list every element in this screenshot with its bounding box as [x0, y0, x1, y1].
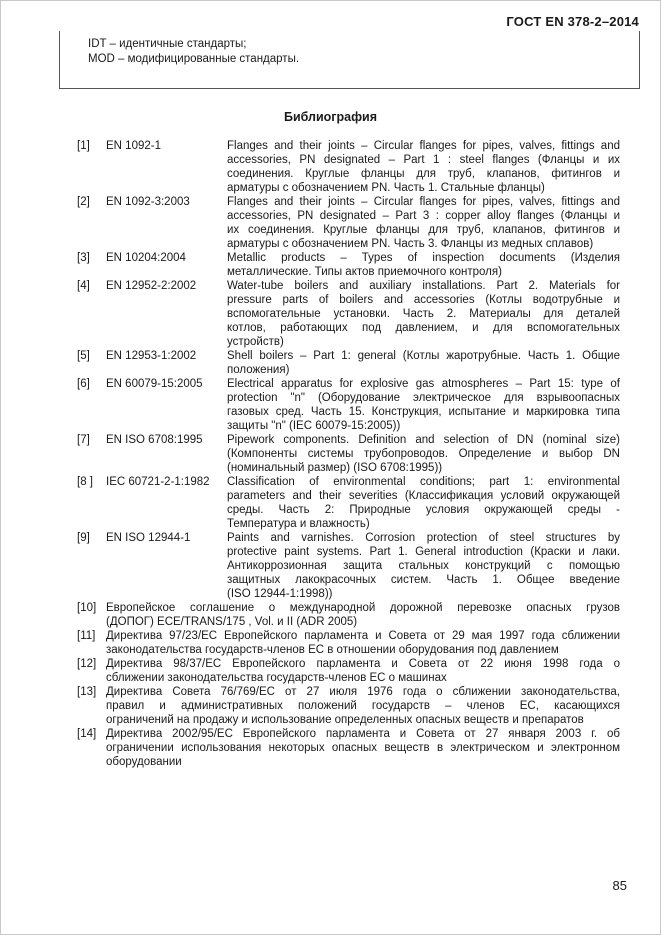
entry-line: среды. Часть 2: Природные условия окружающей среды -	[227, 504, 620, 516]
entry-line: устройств)	[227, 336, 284, 348]
entry-line: соединения. Круглые фланцы для труб, клапанов, фитингов и	[227, 168, 620, 180]
entry-number: [14]	[77, 728, 97, 740]
entry-line: арматуры с обозначением PN. Часть 1. Стальные фланцы)	[227, 182, 545, 194]
entry-description	[227, 475, 620, 531]
entry-number: [2]	[77, 196, 90, 208]
entry-line: Water-tube boilers and auxiliary installations. Part 2. Materials for	[227, 280, 620, 292]
entry-standard-code: EN 12952-2:2002	[106, 280, 197, 292]
entry-description	[227, 349, 620, 377]
entry-description	[106, 601, 620, 629]
entry-line: Paints and varnishes. Corrosion protection of steel structures by	[227, 532, 620, 544]
entry-number: [9]	[77, 532, 90, 544]
bibliography-entry	[77, 195, 620, 251]
entry-number: [6]	[77, 378, 90, 390]
entry-standard-code: IEC 60721-2-1:1982	[106, 476, 210, 488]
entry-number: [12]	[77, 658, 97, 670]
entry-number: [4]	[77, 280, 90, 292]
entry-line: Flanges and their joints – Circular flanges for pipes, valves, fittings and	[227, 140, 620, 152]
entry-standard-code: EN ISO 6708:1995	[106, 434, 203, 446]
entry-description	[227, 433, 620, 475]
bibliography-entry	[77, 433, 620, 475]
entry-description	[227, 139, 620, 195]
entry-line: Директива 98/37/ЕС Европейского парламента и Совета от 22 июня 1998 года о	[106, 658, 620, 670]
entry-line: сближении законодательства государств-членов ЕС о машинах	[106, 672, 447, 684]
bibliography-entry	[77, 657, 620, 685]
entry-standard-code: EN 60079-15:2005	[106, 378, 203, 390]
entry-line: арматуры с обозначением PN. Часть 3. Фланцы из медных сплавов)	[227, 238, 594, 250]
entry-line: защиты "n" (IEC 60079-15:2005))	[227, 420, 401, 432]
entry-line: Антикоррозионная защита стальных конструкций с помощью	[227, 560, 620, 572]
entry-line: правил и административных положений государств – членов ЕС, касающихся	[106, 700, 620, 712]
entry-line: Европейское соглашение о международной дорожной перевозке опасных грузов	[106, 602, 620, 614]
entry-line: ограничении использования некоторых опасных веществ в электрическом и электронном	[106, 742, 620, 754]
entry-line: Директива 2002/95/ЕС Европейского парламента и Совета от 27 января 2003 г. об	[106, 728, 620, 740]
standard-id: ГОСТ EN 378-2–2014	[506, 14, 639, 29]
entry-number: [1]	[77, 140, 90, 152]
entry-standard-code: EN 1092-1	[106, 140, 161, 152]
entry-line: (ДОПОГ) ECE/TRANS/175 , Vol. и II (ADR 2005)	[106, 616, 358, 628]
entry-line: accessories, PN designated – Part 1 : steel flanges (Фланцы и их	[227, 154, 620, 166]
bibliography-entry	[77, 475, 620, 531]
entry-description	[106, 685, 620, 727]
notes-box	[59, 31, 640, 89]
entry-number: [11]	[77, 630, 96, 642]
entry-line: котлов, работающих под давлением, и для вспомогательных	[227, 322, 620, 334]
note-mod: MOD – модифицированные стандарты.	[88, 53, 300, 65]
entry-line: Metallic products – Types of inspection documents (Изделия	[227, 252, 620, 264]
entry-standard-code: EN 10204:2004	[106, 252, 186, 264]
entry-description	[106, 727, 620, 769]
entry-line: (Компоненты системы трубопроводов. Определение и выбор DN	[227, 448, 620, 460]
bibliography-entry	[77, 629, 620, 657]
entry-number: [5]	[77, 350, 90, 362]
entry-description	[106, 657, 620, 685]
entry-line: Flanges and their joints – Circular flanges for pipes, valves, fittings and	[227, 196, 620, 208]
entry-line: (ISO 12944-1:1998))	[227, 588, 333, 600]
entry-description	[227, 377, 620, 433]
entry-number: [3]	[77, 252, 90, 264]
entry-line: Директива Совета 76/769/ЕС от 27 июля 1976 года о сближении законодательства,	[106, 686, 620, 698]
entry-line: (номинальный размер) (ISO 6708:1995))	[227, 462, 443, 474]
page-number: 85	[612, 878, 627, 893]
bibliography-entry	[77, 251, 620, 279]
entry-line: законодательства государств-членов ЕС в отношении оборудования под давлением	[106, 644, 559, 656]
entry-number: [10]	[77, 602, 97, 614]
entry-standard-code: EN ISO 12944-1	[106, 532, 191, 544]
entry-number: [8 ]	[77, 476, 93, 488]
bibliography-entry	[77, 727, 620, 769]
entry-line: protective paint systems. Part 1. General introduction (Краски и лаки.	[227, 546, 620, 558]
entry-line: защитных лакокрасочных систем. Часть 1. Общее введение	[227, 574, 620, 586]
entry-line: Pipework components. Definition and selection of DN (nominal size)	[227, 434, 620, 446]
entry-line: положения)	[227, 364, 290, 376]
entry-line: parameters and their severities (Классификация условий окружающей	[227, 490, 620, 502]
entry-line: оборудовании	[106, 756, 182, 768]
entry-line: Shell boilers – Part 1: general (Котлы жаротрубные. Часть 1. Общие	[227, 350, 620, 362]
entry-line: Electrical apparatus for explosive gas atmospheres – Part 15: type of	[227, 378, 620, 390]
bibliography-list	[77, 139, 620, 769]
entry-line: металлические. Типы актов приемочного контроля)	[227, 266, 502, 278]
entry-line: вспомогательные установки. Часть 2. Материалы для деталей	[227, 308, 620, 320]
note-idt: IDT – идентичные стандарты;	[88, 38, 247, 50]
entry-number: [13]	[77, 686, 97, 698]
entry-line: pressure parts of boilers and accessories (Котлы водотрубные и	[227, 294, 620, 306]
entry-standard-code: EN 12953-1:2002	[106, 350, 197, 362]
bibliography-title: Библиография	[283, 110, 378, 124]
entry-description	[227, 195, 620, 251]
entry-line: protection "n" (Оборудование электрическое для взрывоопасных	[227, 392, 620, 404]
entry-description	[227, 531, 620, 601]
entry-line: Classification of environmental conditions; part 1: environmental	[227, 476, 620, 488]
entry-standard-code: EN 1092-3:2003	[106, 196, 190, 208]
entry-description	[227, 251, 620, 279]
bibliography-entry	[77, 377, 620, 433]
entry-line: газовых сред. Часть 15. Конструкция, испытание и маркировка типа	[227, 406, 620, 418]
bibliography-entry	[77, 349, 620, 377]
bibliography-entry	[77, 531, 620, 601]
bibliography-entry	[77, 139, 620, 195]
entry-description	[106, 629, 620, 657]
entry-number: [7]	[77, 434, 90, 446]
entry-line: их соединения. Круглые фланцы для труб, клапанов, фитингов и	[227, 224, 620, 236]
bibliography-entry	[77, 685, 620, 727]
bibliography-entry	[77, 279, 620, 349]
bibliography-entry	[77, 601, 620, 629]
entry-line: Директива 97/23/ЕС Европейского парламента и Совета от 29 мая 1997 года сближении	[106, 630, 620, 642]
entry-description	[227, 279, 620, 349]
entry-line: ограничений на продажу и использование определенных опасных веществ и препаратов	[106, 714, 584, 726]
entry-line: Температура и влажность)	[227, 518, 370, 530]
entry-line: accessories, PN designated – Part 3 : copper alloy flanges (Фланцы и	[227, 210, 620, 222]
